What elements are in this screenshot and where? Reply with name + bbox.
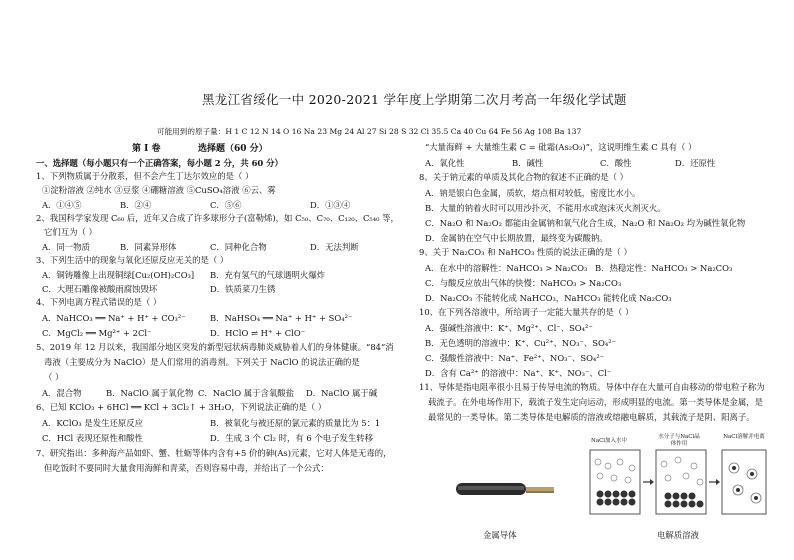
q3-option-d: D．铁质菜刀生锈	[210, 284, 276, 294]
electrolyte-figure	[588, 438, 768, 522]
metal-conductor-figure	[448, 455, 558, 525]
q2-option-a: A．同一物质	[42, 242, 90, 252]
q5-option-d: D．NaClO 属于碱	[306, 388, 378, 398]
q1-option-b: B．②④	[120, 200, 152, 210]
q3-option-b: B．充有氢气的气球遇明火爆炸	[210, 270, 326, 280]
question-5-line1: 5、2019 年 12 月以来，我国部分地区突发的新型冠状病毒肺炎威胁着人们的身体健康。“84”消	[36, 342, 394, 352]
q7-option-a: A．氧化性	[425, 158, 465, 168]
q1-option-c: C．⑤⑥	[210, 200, 242, 210]
electrolyte-label: 电解质溶液	[657, 530, 699, 540]
question-3: 3、下列生活中的现象与氧化还原反应无关的是（ ）	[36, 255, 229, 265]
q9-option-c: C．与酸反应放出气体的快慢：NaHCO₃ > Na₂CO₃	[425, 278, 622, 288]
question-1-items: ①淀粉溶液 ②纯水 ③豆浆 ④硼糖溶液 ⑤CuSO₄溶液 ⑥云、雾	[42, 185, 276, 195]
question-2-line2: 它们互为（ ）	[44, 227, 97, 237]
question-2-line1: 2、我国科学家发现 C₆₀ 后，近年又合成了许多球形分子(富勒烯)，如 C₅₀、C₇₀、C₁₂₀、C₅₄₀ 等，	[36, 213, 399, 223]
wire-icon	[448, 455, 558, 525]
q6-option-b: B．被氧化与被还原的氯元素的质量比为 5：1	[210, 418, 381, 428]
question-10: 10、在下列各溶液中，所给离子一定能大量共存的是（ ）	[419, 307, 634, 317]
q7-option-b: B．碱性	[512, 158, 544, 168]
q5-option-c: C．NaClO 属于含氧酸盐	[198, 388, 294, 398]
q10-option-a: A．强碱性溶液中：K⁺、Mg²⁺、Cl⁻、SO₄²⁻	[425, 323, 593, 333]
figure-box3-label: NaCl溶解并电离	[723, 434, 765, 440]
exam-title: 黑龙江省绥化一中 2020-2021 学年度上学期第二次月考高一年级化学试题	[202, 92, 627, 107]
q9-option-d: D．Na₂CO₃ 不能转化成 NaHCO₃，NaHCO₃ 能转化成 Na₂CO₃	[425, 293, 672, 303]
question-6: 6、已知 KClO₃ + 6HCl ══ KCl + 3Cl₂↑ + 3H₂O，下列说法正确的是（ ）	[36, 402, 327, 412]
q6-option-a: A．KClO₃ 是发生还原反应	[42, 418, 144, 428]
question-9: 9、关于 Na₂CO₃ 和 NaHCO₃ 性质的说法正确的是（ ）	[419, 247, 632, 257]
question-11-line1: 11、导体是指电阻率很小且易于传导电流的物质。导体中存在大量可自由移动的带电粒子称为	[419, 382, 765, 392]
question-7-line2: 但吃饭时不要同时大量食用海鲜和青菜，否则容易中毒，并给出了一个公式：	[44, 463, 329, 473]
q1-option-a: A．①④⑤	[42, 200, 82, 210]
beaker-sequence-icon	[588, 438, 768, 522]
question-7-line3: “大量海鲜 + 大量维生素 C = 砒霜(As₂O₃)”，这说明维生素 C 具有（ ）	[425, 142, 697, 152]
q3-option-c: C．大理石雕像被酸雨腐蚀毁坏	[42, 284, 158, 294]
q4-option-a: A．NaHCO₃ ══ Na⁺ + H⁺ + CO₃²⁻	[42, 313, 186, 323]
section-heading: 一、选择题（每小题只有一个正确答案，每小题 2 分，共 60 分）	[36, 158, 283, 168]
q2-option-d: D．无法判断	[310, 242, 359, 252]
question-5-line2: 毒液（主要成分为 NaClO）是人们常用的消毒剂。下列关于 NaClO 的说法正确的是	[44, 357, 360, 367]
q6-option-d: D．生成 3 个 Cl₂ 时，有 6 个电子发生转移	[210, 433, 374, 443]
question-11-line3: 最常见的一类导体。第二类导体是电解质的溶液或熔融电解质，其载流子是阴、阳离子。	[428, 412, 755, 422]
question-1: 1、下列物质属于分散系，但不会产生丁达尔效应的是（ ）	[36, 171, 254, 181]
q5-option-b: B．NaClO 属于氧化物	[106, 388, 194, 398]
q8-option-c: C．Na₂O 和 Na₂O₂ 都能由金属钠和氧气化合生成，Na₂O 和 Na₂O₂ 均为碱性氧化物	[425, 218, 746, 228]
q2-option-b: B．同素异形体	[120, 242, 177, 252]
q4-option-b: B．NaHSO₄ ══ Na⁺ + H⁺ + SO₄²⁻	[210, 313, 353, 323]
question-5-line3: （ ）	[44, 372, 64, 382]
q10-option-c: C．强酸性溶液中：Na⁺、Fe²⁺、NO₃⁻、SO₄²⁻	[425, 353, 605, 363]
q7-option-c: C．酸性	[600, 158, 632, 168]
q4-option-d: D．HClO ⇌ H⁺ + ClO⁻	[210, 328, 306, 338]
q4-option-c: C．MgCl₂ ══ Mg²⁺ + 2Cl⁻	[42, 328, 152, 338]
q1-option-d: D．①③④	[310, 200, 351, 210]
q10-option-b: B．无色透明的溶液中：K⁺、Cu²⁺、NO₃⁻、SO₄²⁻	[425, 338, 616, 348]
q5-option-a: A．混合物	[42, 388, 82, 398]
q10-option-d: D．含有 Ca²⁺ 的溶液中：Na⁺、K⁺、NO₃⁻、Cl⁻	[425, 368, 612, 378]
q8-option-d: D．金属钠在空气中长期放置，最终变为碳酸钠。	[425, 233, 608, 243]
atomic-masses: 可能用到的原子量：H 1 C 12 N 14 O 16 Na 23 Mg 24 Al 27 Si 28 S 32 Cl 35.5 Ca 40 Cu 64 Fe 56 Ag 108 Ba 137	[157, 127, 582, 136]
question-7-line1: 7、研究指出：多种海产品如虾、蟹、牡蛎等体内含有+5 价的砷(As)元素，它对人体是无毒的，	[36, 448, 392, 458]
question-4: 4、下列电离方程式错误的是（ ）	[36, 297, 162, 307]
q3-option-a: A．铜铸雕像上出现铜绿[Cu₂(OH)₂CO₃]	[42, 270, 195, 280]
question-8: 8、关于钠元素的单质及其化合物的叙述不正确的是（ ）	[419, 172, 628, 182]
q6-option-c: C．HCl 表现还原性和酸性	[42, 433, 143, 443]
question-11-line2: 载流子。在外电场作用下，载流子发生定向运动，形成明显的电流。第一类导体是金属，是	[428, 397, 763, 407]
volume-type: 选择题（60 分）	[198, 144, 268, 154]
figure-box2-label: 水分子与NaCl晶体作用	[658, 434, 700, 447]
q9-option-a: A．在水中的溶解性：NaHCO₃ > Na₂CO₃	[425, 263, 588, 273]
q7-option-d: D．还原性	[675, 158, 716, 168]
metal-conductor-label: 金属导体	[483, 530, 517, 540]
figure-box1-label: NaCl加入水中	[591, 438, 628, 444]
q9-option-b: B．热稳定性：NaHCO₃ > Na₂CO₃	[595, 263, 733, 273]
q2-option-c: C．同种化合物	[210, 242, 267, 252]
volume-header: 第 I 卷	[132, 144, 161, 154]
q8-option-a: A．钠是银白色金属，质软，熔点相对较低，密度比水小。	[425, 188, 641, 198]
q8-option-b: B．大量的钠着火时可以用沙扑灭，不能用水或泡沫灭火剂灭火。	[425, 203, 666, 213]
